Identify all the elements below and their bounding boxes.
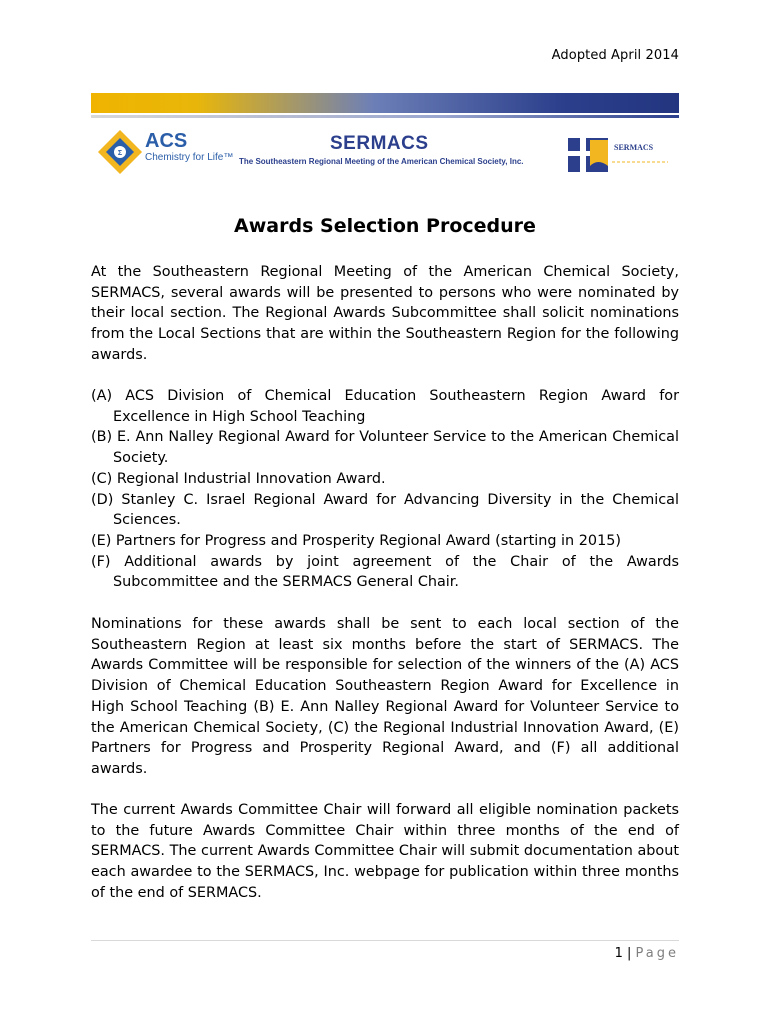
header-banner bbox=[91, 93, 679, 113]
sermacs-title: SERMACS bbox=[330, 133, 429, 154]
acs-logo-icon bbox=[96, 128, 144, 176]
header-banner-underline bbox=[91, 115, 679, 118]
intro-paragraph: At the Southeastern Regional Meeting of the American Chemical Society, SERMACS, several awards will be presented to persons who were nominated by their local section. The Regional Awards Subcommittee shall solicit nominations from the Local Sections that are within the Southeastern Region for the following awards. bbox=[91, 264, 679, 363]
footer-divider bbox=[91, 940, 679, 941]
adopted-date: Adopted April 2014 bbox=[551, 48, 679, 63]
acs-name: ACS bbox=[145, 130, 188, 152]
page-number: 1 bbox=[614, 946, 623, 961]
list-item: (B) E. Ann Nalley Regional Award for Volunteer Service to the American Chemical Society. bbox=[91, 429, 679, 467]
chair-paragraph: The current Awards Committee Chair will forward all eligible nomination packets to the future Awards Committee Chair within three months of the end of SERMACS. The current Awards Committee Chair will submit documentation about each awardee to the SERMACS, Inc. webpage for publication within three months of the end of SERMACS. bbox=[91, 802, 679, 901]
sermacs-badge-text: SERMACS bbox=[614, 143, 654, 152]
sermacs-subtitle: The Southeastern Regional Meeting of the American Chemical Society, Inc. bbox=[239, 157, 524, 166]
page-label: Page bbox=[635, 946, 679, 961]
list-item: (D) Stanley C. Israel Regional Award for Advancing Diversity in the Chemical Sciences. bbox=[91, 491, 679, 529]
document-title: Awards Selection Procedure bbox=[234, 215, 536, 237]
list-item: (A) ACS Division of Chemical Education Southeastern Region Award for Excellence in High School Teaching bbox=[91, 388, 679, 425]
list-item: (E) Partners for Progress and Prosperity Regional Award (starting in 2015) bbox=[91, 532, 621, 549]
nominations-paragraph: Nominations for these awards shall be sent to each local section of the Southeastern Region at least six months before the start of SERMACS. The Awards Committee will be responsible for selection of the winners of the (A) ACS Division of Chemical Education Southeastern Region Award for Excellence in High School Teaching (B) E. Ann Nalley Regional Award for Volunteer Service to the American Chemical Society, (C) the Regional Industrial Innovation Award, (E) Partners for Progress and Prosperity Regional Award, and (F) all additional awards. bbox=[91, 616, 679, 777]
awards-list bbox=[91, 386, 679, 593]
sermacs-logo-icon bbox=[568, 136, 678, 176]
svg-text:Σ: Σ bbox=[117, 150, 123, 157]
acs-tagline: Chemistry for Life™ bbox=[145, 152, 234, 163]
list-item: (F) Additional awards by joint agreement of the Chair of the Awards Subcommittee and the SERMACS General Chair. bbox=[91, 553, 679, 591]
page-separator: | bbox=[626, 946, 632, 961]
list-item: (C) Regional Industrial Innovation Award. bbox=[91, 470, 386, 487]
page-footer bbox=[615, 946, 679, 961]
